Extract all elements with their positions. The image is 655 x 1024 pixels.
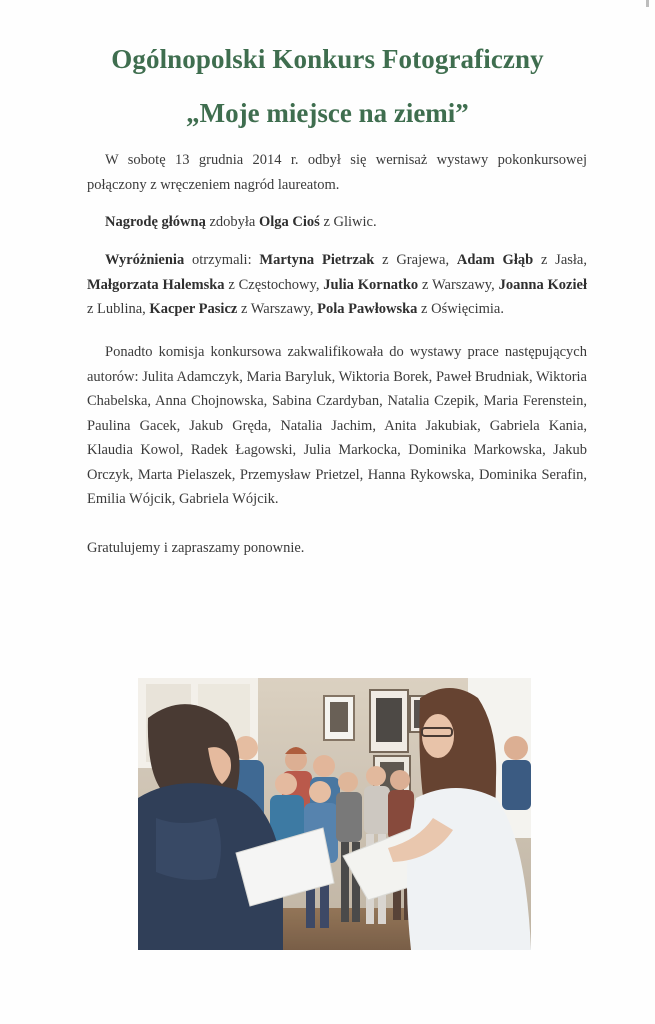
distinction-city: z Jasła, <box>533 252 587 268</box>
distinctions-label: Wyróżnienia <box>105 252 185 268</box>
qualified-authors-paragraph: Ponadto komisja konkursowa zakwalifikowała do wystawy prace następujących autorów: Julita Adamczyk, Maria Baryluk, Wiktoria Borek, Paweł Brudniak, Wiktoria Chabelska, Anna Chojnowska, Sabina Czardyban, Natalia Czepik, Maria Ferenstein, Paulina Gacek, Jakub Gręda, Natalia Jachim, Anita Jakubiak, Gabriela Kania, Klaudia Kowol, Radek Łagowski, Julia Markocka, Dominika Markowska, Jakub Orczyk, Marta Pielaszek, Przemysław Prietzel, Hanna Rykowska, Dominika Serafin, Emilia Wójcik, Gabriela Wójcik. <box>87 344 587 507</box>
distinction-name: Martyna Pietrzak <box>259 252 375 268</box>
intro-paragraph: W sobotę 13 grudnia 2014 r. odbył się wernisaż wystawy pokonkursowej połączony z wręczeniem nagród laureatom. <box>87 152 587 193</box>
distinction-name: Adam Głąb <box>456 252 534 268</box>
closing-paragraph: Gratulujemy i zapraszamy ponownie. <box>87 540 305 556</box>
main-prize-text: zdobyła <box>205 214 259 230</box>
distinction-city: z Grajewa, <box>374 252 457 268</box>
main-prize-label: Nagrodę główną <box>105 214 206 230</box>
main-prize-winner: Olga Cioś <box>259 214 320 230</box>
distinction-city: z Warszawy, <box>237 301 318 317</box>
page-title: Ogólnopolski Konkurs Fotograficzny <box>111 44 544 74</box>
ceremony-photo <box>138 678 531 950</box>
main-prize-city: z Gliwic. <box>319 214 377 230</box>
distinctions-text: otrzymali: <box>184 252 260 268</box>
distinction-city: z Oświęcimia. <box>417 301 504 317</box>
distinction-city: z Częstochowy, <box>224 276 324 293</box>
distinction-name: Pola Pawłowska <box>317 301 418 317</box>
distinctions-paragraph <box>87 248 587 322</box>
scan-mark <box>646 0 649 7</box>
distinction-city: z Warszawy, <box>418 276 499 293</box>
page-subtitle: „Moje miejsce na ziemi” <box>186 98 469 128</box>
main-prize-paragraph <box>87 210 587 235</box>
distinction-name: Małgorzata Halemska <box>87 276 225 293</box>
distinction-name: Kacper Pasicz <box>149 301 238 317</box>
distinction-name: Julia Kornatko <box>323 276 419 293</box>
distinction-name: Joanna Kozieł <box>498 276 587 293</box>
distinction-city: z Lublina, <box>87 301 150 317</box>
